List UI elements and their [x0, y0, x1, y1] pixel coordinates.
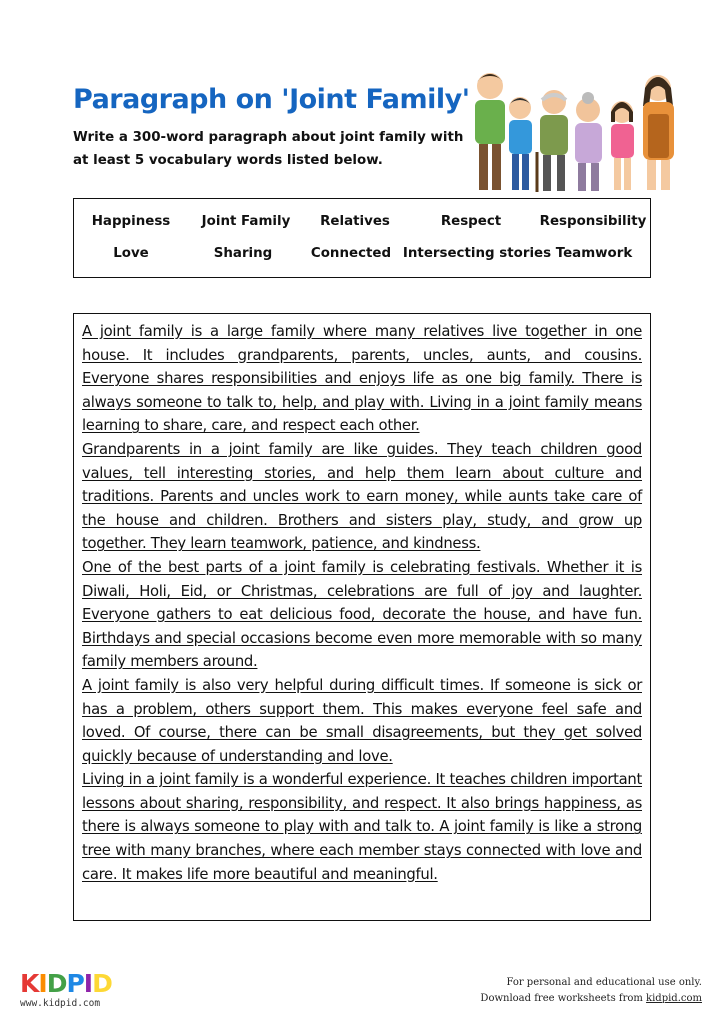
vocab-word: Sharing [213, 246, 273, 261]
vocab-word: Respect [440, 214, 502, 229]
vocab-word: Teamwork [555, 246, 633, 261]
logo-letter: I [83, 969, 93, 996]
page-title: Paragraph on 'Joint Family' [73, 84, 470, 115]
vocab-word: Relatives [320, 214, 390, 229]
footer-note-line1: For personal and educational use only. [506, 977, 702, 988]
kidpid-link[interactable]: kidpid.com [646, 993, 702, 1004]
paragraph: A joint family is also very helpful during difficult times. If someone is sick or has a problem, others support them. This makes everyone feel safe and loved. Of course, there can be small disagreements, but they get solved quickly because of understanding and love. [82, 676, 642, 765]
logo-url: www.kidpid.com [20, 998, 101, 1009]
vocabulary-box [73, 198, 651, 278]
svg-text:KIDPID [20, 969, 112, 996]
mother-figure [643, 75, 674, 190]
girl-figure [611, 101, 634, 190]
vocab-word: Joint Family [201, 214, 291, 229]
paragraph: A joint family is a large family where many relatives live together in one house. It includes grandparents, parents, uncles, aunts, and cousins. Everyone shares responsibilities and enjoys life as one big family. There is always someone to talk to, help, and play with. Living in a joint family means learning to share, care, and respect each other. [82, 323, 642, 435]
vocab-word: Connected [310, 246, 392, 261]
logo-letter: I [38, 969, 47, 996]
joint-family-illustration [462, 62, 694, 198]
boy-figure [509, 97, 532, 190]
paragraph: Living in a joint family is a wonderful experience. It teaches children important lessons about sharing, responsibility, and respect. It also brings happiness, as there is always someone to play with and talk to. A joint family is like a strong tree with many branches, where each member stays connected with love and care. It makes life more beautiful and meaningful. [82, 771, 642, 883]
kidpid-logo [20, 968, 120, 996]
logo-letter: D [46, 969, 67, 996]
vocab-word: Love [113, 246, 149, 261]
grandfather-figure [537, 90, 568, 192]
footer-note [480, 975, 702, 1007]
vocab-word: Happiness [91, 214, 171, 229]
logo-letter: D [92, 969, 112, 996]
vocab-word: Intersecting stories [402, 246, 552, 261]
logo-letter: P [66, 969, 84, 996]
paragraph-box [73, 313, 651, 921]
paragraph-text [82, 320, 642, 886]
grandmother-figure [575, 92, 602, 191]
logo-letter: K [20, 969, 39, 996]
paragraph: Grandparents in a joint family are like guides. They teach children good values, tell interesting stories, and help them learn about culture and traditions. Parents and uncles work to earn money, while aunts take care of the house and children. Brothers and sisters play, study, and grow up together. They learn teamwork, patience, and kindness. [82, 440, 642, 553]
paragraph: One of the best parts of a joint family is celebrating festivals. Whether it is Diwali, Holi, Eid, or Christmas, celebrations are full of joy and laughter. Everyone gathers to eat delicious food, decorate the house, and have fun. Birthdays and special occasions become even more memorable with so many family members around. [82, 558, 642, 671]
father-figure [475, 73, 505, 190]
footer-note-line2: Download free worksheets from [480, 993, 647, 1004]
vocab-word: Responsibility [539, 214, 647, 229]
instructions: Write a 300-word paragraph about joint family with at least 5 vocabulary words listed below. [73, 130, 464, 168]
